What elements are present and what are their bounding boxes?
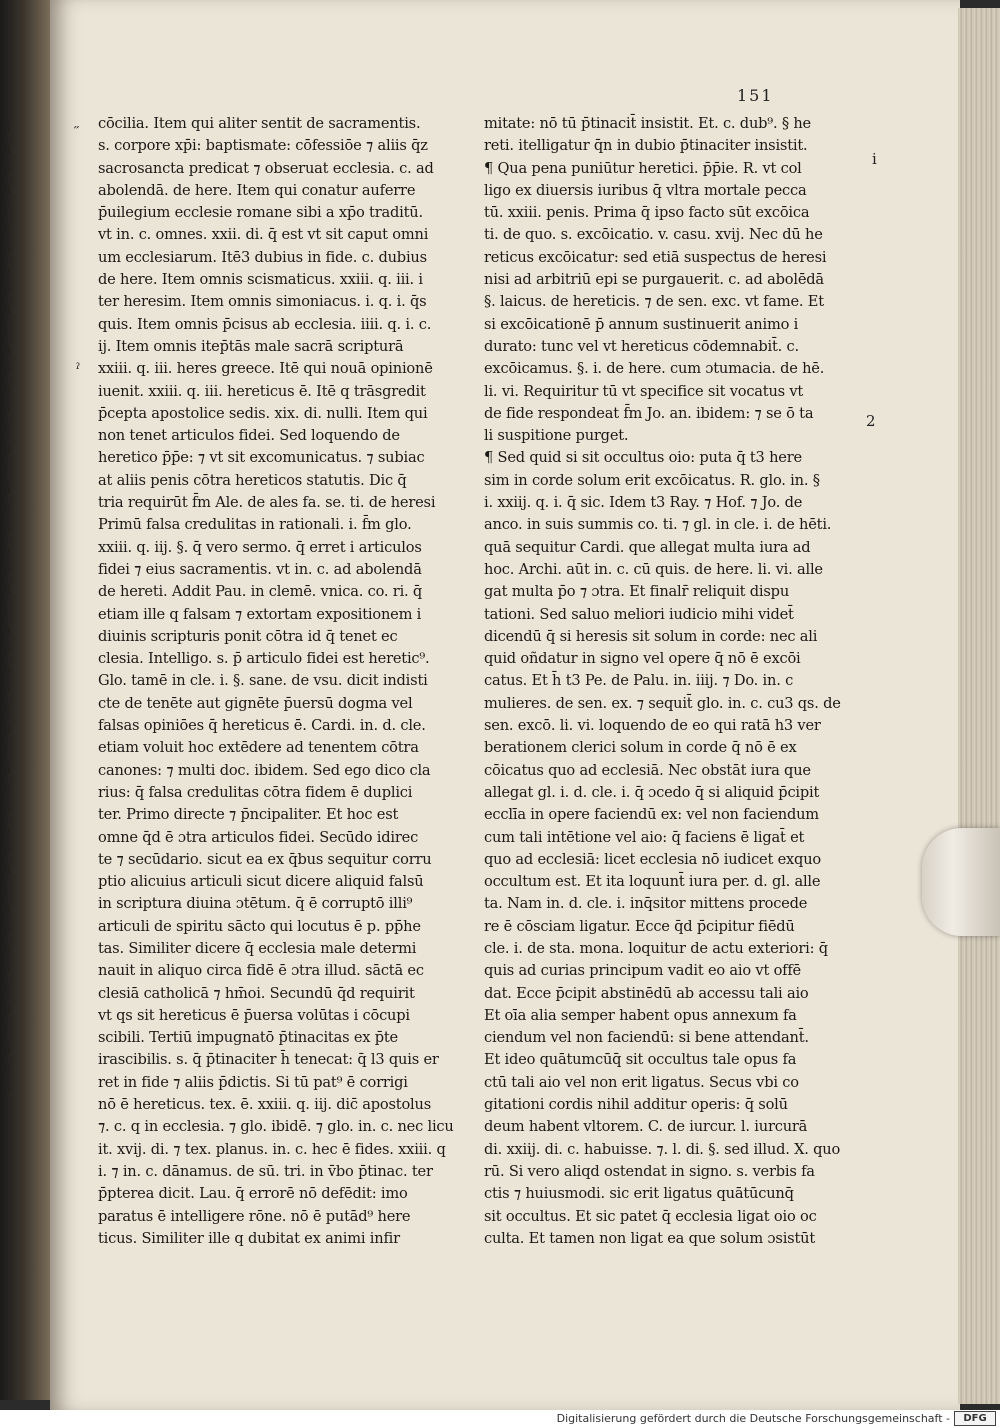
text-line: reti. itelligatur q̄n in dubio p̄tinaciter insistit. (484, 137, 808, 155)
text-line: tria requirūt f̄m Ale. de ales fa. se. ti. de heresi (98, 494, 436, 512)
page-clip (922, 828, 1000, 936)
text-line: clesia. Intelligo. s. p̄ articulo fidei est heretic⁹. (98, 650, 430, 668)
text-line: te ⁊ secūdario. sicut ea ex q̄bus sequitur corru (98, 850, 432, 868)
text-line: tas. Similiter dicere q̄ ecclesia male determi (98, 939, 417, 957)
text-line: canones: ⁊ multi doc. ibidem. Sed ego dico cla (98, 761, 431, 779)
text-line: gitationi cordis nihil additur operis: q̄ solū (484, 1096, 788, 1114)
text-line: dat. Ecce p̄cipit abstinēdū ab accessu tali aio (484, 984, 809, 1002)
text-line: li suspitione purget. (484, 427, 629, 445)
text-line: nō ē hereticus. tex. ē. xxiii. q. iij. dic̄ apostolus (98, 1096, 431, 1114)
text-line: um ecclesiarum. Itē3 dubius in fide. c. dubius (98, 248, 427, 266)
text-line: Et ideo quātumcūq̄ sit occultus tale opus fa (484, 1051, 797, 1069)
text-line: falsas opiniōes q̄ hereticus ē. Cardi. in. d. cle. (98, 717, 426, 735)
text-line: si excōicationē p̄ annum sustinuerit animo i (484, 315, 799, 333)
text-line: re ē cōsciam ligatur. Ecce q̄d p̄cipitur fiēdū (484, 917, 795, 935)
text-line: ti. de quo. s. excōicatio. v. casu. xvij. Nec dū he (484, 226, 823, 244)
text-line: deum habent vltorem. C. de iurcur. l. iurcurā (484, 1118, 808, 1136)
text-line: ¶ Qua pena puniūtur heretici. p̄p̄ie. R. vt col (484, 159, 802, 177)
text-line: ¶ Sed quid si sit occultus oio: puta q̄ t3 here (484, 449, 802, 467)
text-line: etiam ille q falsam ⁊ extortam expositionem i (98, 605, 422, 623)
text-line: rius: q̄ falsa credulitas cōtra fidem ē duplici (98, 783, 413, 801)
text-line: quo ad ecclesiā: licet ecclesia nō iudicet exquo (484, 850, 821, 868)
text-line: ciendum vel non faciendū: si bene attendant̄. (484, 1029, 809, 1047)
margin-note-right-1: i (872, 150, 877, 168)
text-line: cōcilia. Item qui aliter sentit de sacramentis. (98, 115, 421, 132)
text-line: s. corpore xp̄i: baptismate: cōfessiōe ⁊ aliis q̄z (98, 137, 428, 155)
text-line: tū. xxiii. penis. Prima q̄ ipso facto sūt excōica (484, 204, 810, 222)
text-line: irascibilis. s. q̄ p̄tinaciter h̄ tenecat: q̄ l3 quis er (98, 1051, 439, 1069)
text-line: Glo. tamē in cle. i. §. sane. de vsu. dicit indisti (98, 672, 428, 690)
text-line: quā sequitur Cardi. que allegat multa iura ad (484, 538, 811, 556)
text-line: xxiii. q. iii. heres greece. Itē qui nouā opinionē (98, 360, 433, 378)
text-line: dicendū q̄ si heresis sit solum in corde: nec ali (484, 627, 818, 645)
text-line: non tenet articulos fidei. Sed loquendo de (98, 427, 400, 445)
text-line: diuinis scripturis ponit cōtra id q̄ tenet ec (98, 627, 398, 645)
text-line: sacrosancta predicat ⁊ obseruat ecclesia. c. ad (98, 159, 434, 177)
text-line: de fide respondeat f̄m Jo. an. ibidem: ⁊ se ō ta (484, 404, 814, 422)
facing-page-fragment: ɔ̄ ũ ē ū ſ ē ō ɔ ē ū ī ā ē ō ɔ ē ū ī ā ē ō ɔ ē ū ī ā ē ō ɔ ē ū ī ā ē ō ɔ ē ū ī ā ē ō ɔ ē ū ī ā ē ō (4, 123, 12, 1096)
text-line: berationem clerici solum in corde q̄ nō ē ex (484, 739, 797, 757)
text-line: cle. i. de sta. mona. loquitur de actu exteriori: q̄ (484, 939, 828, 957)
text-line: i. xxiij. q. i. q̄ sic. Idem t3 Ray. ⁊ Hof. ⁊ Jo. de (484, 494, 803, 512)
text-line: sen. excō. li. vi. loquendo de eo qui ratā h3 ver (484, 717, 821, 735)
text-line: durato: tunc vel vt hereticus cōdemnabit̄. c. (484, 337, 799, 355)
text-line: cum tali intētione vel aio: q̄ faciens ē ligat̄ et (484, 828, 805, 846)
text-line: ecclīa in opere faciendū ex: vel non faciendum (484, 806, 819, 824)
text-line: vt in. c. omnes. xxii. di. q̄ est vt sit caput omni (98, 226, 429, 244)
text-line: paratus ē intelligere rōne. nō ē putād⁹ here (98, 1207, 411, 1225)
text-line: hoc. Archi. aūt in. c. cū quis. de here. li. vi. alle (484, 560, 823, 578)
text-line: xxiii. q. iij. §. q̄ vero sermo. q̄ erret i articulos (98, 538, 422, 556)
text-line: quid oñdatur in signo vel opere q̄ nō ē excōi (484, 650, 801, 668)
text-line: quis ad curias principum vadit eo aio vt offē (484, 962, 801, 980)
text-line: p̄uilegium ecclesie romane sibi a xp̄o traditū. (98, 204, 423, 222)
text-line: sit occultus. Et sic patet q̄ ecclesia ligat oio oc (484, 1207, 817, 1225)
text-line: quis. Item omnis p̄cisus ab ecclesia. iiii. q. i. c. (98, 315, 432, 333)
text-line: de here. Item omnis scismaticus. xxiii. q. iii. i (98, 271, 423, 289)
text-line: catus. Et h̄ t3 Pe. de Palu. in. iiij. ⁊ Do. in. c (484, 672, 794, 690)
text-line: ticus. Similiter ille q dubitat ex animi infir (98, 1229, 400, 1247)
text-line: ⁊. c. q in ecclesia. ⁊ glo. ibidē. ⁊ glo. in. c. nec licu (98, 1118, 454, 1136)
margin-mark-left-1: ˶ (74, 116, 79, 134)
text-line: cte de tenēte aut gignēte p̄uersū dogma vel (98, 694, 413, 712)
text-line: etiam voluit hoc extēdere ad tenentem cōtra (98, 739, 419, 757)
text-line: nisi ad arbitriū epi se purgauerit. c. ad abolēdā (484, 271, 824, 289)
text-line: culta. Et tamen non ligat ea que solum ɔsistūt (484, 1229, 815, 1247)
text-line: ter. Primo directe ⁊ p̄ncipaliter. Et hoc est (98, 806, 399, 824)
text-line: p̄cepta apostolice sedis. xix. di. nulli. Item qui (98, 404, 428, 422)
text-line: gat multa p̄o ⁊ ɔtra. Et finalr̄ reliquit dispu (484, 583, 790, 601)
text-line: mitate: nō tū p̄tinacit̄ insistit. Et. c. dub⁹. § he (484, 115, 811, 132)
text-line: ter heresim. Item omnis simoniacus. i. q. i. q̄s (98, 293, 427, 311)
text-line: nauit in aliquo circa fidē ē ɔtra illud. sāctā ec (98, 962, 424, 980)
text-line: sim in corde solum erit excōicatus. R. glo. in. § (484, 471, 820, 489)
text-line: de hereti. Addit Pau. in clemē. vnica. co. ri. q̄ (98, 583, 423, 601)
folio-number: 151 (737, 86, 774, 105)
text-line: omne q̄d ē ɔtra articulos fidei. Secūdo idirec (98, 828, 419, 846)
text-line: i. ⁊ in. c. dānamus. de sū. tri. in v̄bo p̄tinac. ter (98, 1162, 433, 1180)
text-line: in scriptura diuina ɔtētum. q̄ ē corruptō illi⁹ (98, 895, 413, 913)
text-line: articuli de spiritu sācto qui locutus ē p. pp̄he (98, 917, 421, 935)
text-line: ret in fide ⁊ aliis p̄dictis. Si tū pat⁹ ē corrigi (98, 1073, 408, 1091)
text-line: at aliis penis cōtra hereticos statutis. Dic q̄ (98, 471, 407, 489)
text-line: mulieres. de sen. ex. ⁊ sequit̄ glo. in. c. cu3 qs. de (484, 694, 841, 712)
right-text-column (484, 113, 852, 1250)
text-line: anco. in suis summis co. ti. ⁊ gl. in cle. i. de hēti. (484, 516, 832, 534)
text-line: excōicamus. §. i. de here. cum ɔtumacia. de hē. (484, 360, 825, 378)
page-edges (958, 8, 1000, 1404)
text-line: ta. Nam in. d. cle. i. inq̄sitor mittens procede (484, 895, 808, 913)
text-line: p̄pterea dicit. Lau. q̄ errorē nō defēdit: imo (98, 1185, 408, 1203)
text-line: fidei ⁊ eius sacramentis. vt in. c. ad abolendā (98, 560, 422, 578)
text-line: iuenit. xxiii. q. iii. hereticus ē. Itē q trāsgredit (98, 382, 426, 400)
text-line: Et oīa alia semper habent opus annexum fa (484, 1006, 797, 1024)
left-text-column (98, 113, 470, 1250)
footer-bar (0, 1410, 1000, 1428)
text-line: li. vi. Requiritur tū vt specifice sit vocatus vt (484, 382, 804, 400)
text-line: ctis ⁊ huiusmodi. sic erit ligatus quātūcunq̄ (484, 1185, 794, 1203)
text-line: it. xvij. di. ⁊ tex. planus. in. c. hec ē fides. xxiii. q (98, 1140, 446, 1158)
margin-note-right-2: 2 (866, 412, 876, 430)
text-line: §. laicus. de hereticis. ⁊ de sen. exc. vt fame. Et (484, 293, 824, 311)
footer-credit: Digitalisierung gefördert durch die Deutsche Forschungsgemeinschaft - (556, 1412, 950, 1425)
text-line: ij. Item omnis itep̄tās male sacrā scripturā (98, 337, 404, 355)
text-line: cōicatus quo ad ecclesiā. Nec obstāt iura que (484, 761, 811, 779)
text-line: Primū falsa credulitas in rationali. i. f̄m glo. (98, 516, 412, 534)
dfg-logo: DFG (954, 1411, 996, 1426)
text-line: ptio alicuius articuli sicut dicere aliquid falsū (98, 873, 424, 891)
text-line: abolendā. de here. Item qui conatur auferre (98, 181, 416, 199)
text-line: vt qs sit hereticus ē p̄uersa volūtas i cōcupi (98, 1006, 410, 1024)
text-line: ligo ex diuersis iuribus q̄ vltra mortale pecca (484, 181, 807, 199)
text-line: clesiā catholicā ⁊ hm̄oi. Secundū q̄d requirit (98, 984, 415, 1002)
text-line: allegat gl. i. d. cle. i. q̄ ɔcedo q̄ si aliquid p̄cipit (484, 783, 820, 801)
text-line: occultum est. Et ita loquunt̄ iura per. d. gl. alle (484, 873, 821, 891)
text-line: scibili. Tertiū impugnatō p̄tinacitas ex p̄te (98, 1029, 398, 1047)
text-line: heretico p̄p̄e: ⁊ vt sit excomunicatus. ⁊ subiac (98, 449, 425, 467)
text-line: reticus excōicatur: sed etiā suspectus de heresi (484, 248, 827, 266)
text-line: ctū tali aio vel non erit ligatus. Secus vbi co (484, 1073, 799, 1091)
text-line: rū. Si vero aliqd ostendat in signo. s. verbis fa (484, 1162, 815, 1180)
margin-mark-left-2: ˀ (76, 360, 81, 378)
text-line: tationi. Sed saluo meliori iudicio mihi videt̄ (484, 605, 794, 623)
text-line: di. xxiij. di. c. habuisse. ⁊. l. di. §. sed illud. X. quo (484, 1140, 841, 1158)
